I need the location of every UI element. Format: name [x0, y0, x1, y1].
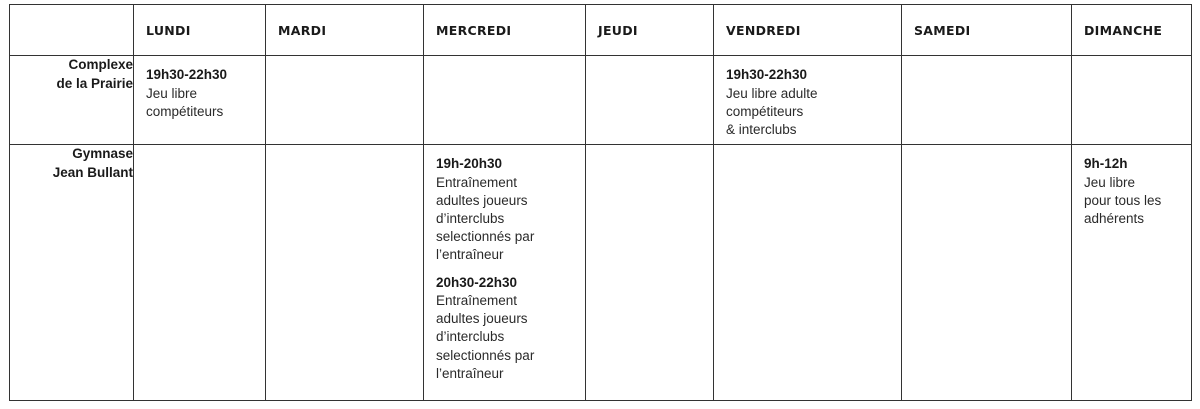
- session-desc-line: l’entraîneur: [436, 247, 504, 263]
- venue-cell: [10, 56, 134, 145]
- day-header-vendredi: [714, 5, 902, 56]
- day-header-jeudi: [586, 5, 714, 56]
- header-row: [10, 5, 1192, 56]
- cell-dimanche: [1072, 145, 1192, 401]
- cell-mercredi: [424, 56, 586, 145]
- venue-row-bullant: [10, 145, 1192, 401]
- session-time: 19h30-22h30: [726, 67, 808, 82]
- day-header-lundi: [134, 5, 266, 56]
- session-desc-line: Jeu libre: [146, 85, 198, 101]
- day-label: DIMANCHE: [1084, 23, 1163, 38]
- cell-samedi: [902, 56, 1072, 145]
- session-slot: [424, 145, 585, 265]
- day-header-mardi: [266, 5, 424, 56]
- session-desc-line: Jeu libre adulte: [726, 85, 818, 101]
- cell-mardi: [266, 145, 424, 401]
- venue-name-line: Complexe: [68, 57, 133, 72]
- day-label: JEUDI: [598, 23, 638, 38]
- session-slot: [714, 56, 901, 139]
- day-label: LUNDI: [146, 23, 191, 38]
- schedule-table: [9, 4, 1192, 401]
- session-slot: [134, 56, 265, 121]
- venue-name-line: Jean Bullant: [52, 164, 133, 180]
- day-label: MERCREDI: [436, 23, 512, 38]
- venue-name-line: Gymnase: [72, 146, 133, 161]
- session-desc-line: pour tous les: [1084, 192, 1162, 208]
- session-desc-line: d’interclubs: [436, 210, 505, 226]
- day-header-mercredi: [424, 5, 586, 56]
- cell-vendredi: [714, 56, 902, 145]
- cell-jeudi: [586, 56, 714, 145]
- day-label: MARDI: [278, 23, 327, 38]
- cell-lundi: [134, 56, 266, 145]
- cell-jeudi: [586, 145, 714, 401]
- session-desc-line: d’interclubs: [436, 329, 505, 345]
- session-slot: [424, 265, 585, 384]
- venue-row-prairie: [10, 56, 1192, 145]
- session-desc-line: l’entraîneur: [436, 365, 504, 381]
- cell-samedi: [902, 145, 1072, 401]
- session-desc-line: selectionnés par: [436, 229, 535, 245]
- session-desc-line: Jeu libre: [1084, 174, 1136, 190]
- cell-vendredi: [714, 145, 902, 401]
- cell-mardi: [266, 56, 424, 145]
- cell-mercredi: [424, 145, 586, 401]
- session-desc-line: selectionnés par: [436, 347, 535, 363]
- venue-cell: [10, 145, 134, 401]
- venue-name-line: de la Prairie: [56, 75, 133, 91]
- session-desc-line: adhérents: [1084, 210, 1145, 226]
- day-label: SAMEDI: [914, 23, 971, 38]
- cell-dimanche: [1072, 56, 1192, 145]
- session-desc-line: compétiteurs: [726, 103, 804, 119]
- session-desc-line: adultes joueurs: [436, 192, 528, 208]
- day-header-samedi: [902, 5, 1072, 56]
- session-desc-line: Entraînement: [436, 293, 518, 309]
- cell-lundi: [134, 145, 266, 401]
- session-desc-line: compétiteurs: [146, 103, 224, 119]
- session-desc-line: & interclubs: [726, 121, 797, 137]
- schedule-container: [9, 4, 1192, 401]
- session-time: 9h-12h: [1084, 156, 1128, 171]
- session-time: 19h-20h30: [436, 156, 503, 171]
- session-desc-line: Entraînement: [436, 174, 518, 190]
- session-time: 20h30-22h30: [436, 274, 518, 290]
- day-header-dimanche: [1072, 5, 1192, 56]
- day-label: VENDREDI: [726, 23, 801, 38]
- corner-cell: [10, 5, 134, 56]
- session-time: 19h30-22h30: [146, 67, 228, 82]
- session-slot: [1072, 145, 1191, 228]
- session-desc-line: adultes joueurs: [436, 311, 528, 327]
